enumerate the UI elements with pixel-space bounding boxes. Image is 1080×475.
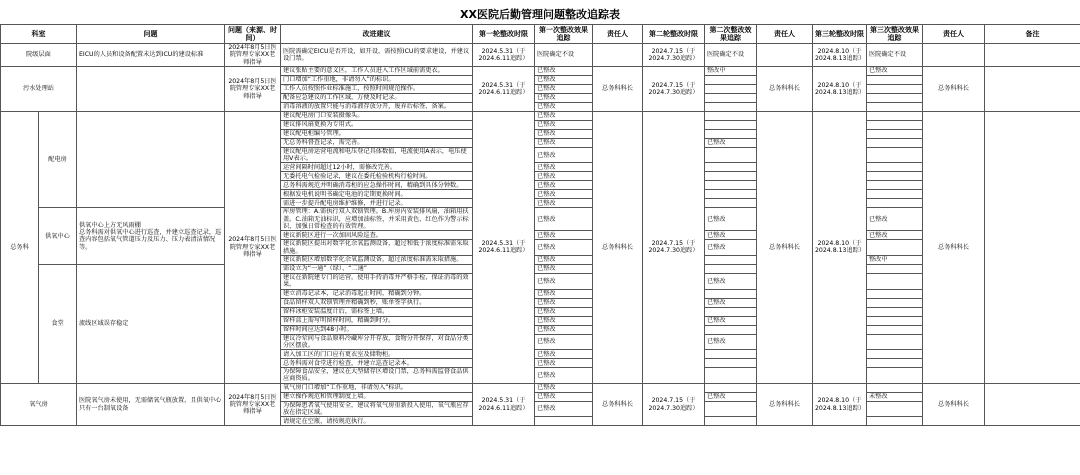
effect-cell[interactable]: 已整改 [867,66,923,75]
col-header[interactable]: 第二次整改效果追踪 [705,25,757,44]
effect-cell[interactable]: 已整改 [867,231,923,240]
suggestion-cell[interactable]: 医院需确定EICU是否开设，如开设，需按照ICU的要求建设，并建议设门禁。 [281,44,473,67]
effect-cell[interactable]: 已整改 [705,316,757,325]
subdept-cell[interactable]: 配电房 [39,111,77,208]
problem-line: 总务科需对供氧中心进行巡查，并建立巡查记录，巡查内容包括氧气管道压力及压力、压力表清洁情况等。 [79,228,222,251]
effect-cell[interactable]: 已整改 [535,334,593,350]
effect-cell[interactable]: 已整改 [867,208,923,231]
suggestion-cell[interactable]: 根据发电机说明书确定电池的定期更换时间。 [281,190,473,199]
effect-cell[interactable] [867,129,923,138]
effect-cell[interactable] [867,147,923,163]
col-header[interactable]: 第三轮整改时限 [813,25,867,44]
effect-cell[interactable]: 已整改 [535,147,593,163]
effect-cell[interactable]: 已整改 [535,102,593,111]
effect-cell[interactable] [705,181,757,190]
remark-cell[interactable] [985,111,1080,383]
deadline-cell[interactable]: 2024.5.31（于2024.6.11追踪） [473,66,535,111]
effect-cell[interactable] [705,307,757,316]
effect-cell[interactable] [705,264,757,273]
deadline-cell[interactable]: 2024.5.31（于2024.6.11追踪） [473,111,535,383]
effect-cell[interactable] [867,120,923,129]
effect-cell[interactable] [705,172,757,181]
effect-cell[interactable] [705,325,757,334]
effect-cell[interactable] [867,93,923,102]
effect-cell[interactable] [705,102,757,111]
effect-cell[interactable]: 已整改 [535,401,593,417]
suggestion-cell[interactable]: 建议排风扇更换为专用式。 [281,120,473,129]
effect-cell[interactable]: 已整改 [535,359,593,368]
effect-cell[interactable]: 已整改 [535,264,593,273]
effect-cell[interactable] [867,368,923,384]
owner-cell[interactable]: 总务科科长 [923,383,985,426]
deadline-cell[interactable]: 2024.8.10（于2024.8.13追踪） [813,383,867,426]
suggestion-cell[interactable]: 氧气房门口增加“工作重地，非请勿入”标识。 [281,383,473,392]
effect-cell[interactable]: 已整改 [535,392,593,401]
deadline-cell[interactable]: 2024.8.10（于2024.8.13追踪） [813,44,867,67]
col-header[interactable]: 问题（来源、时间） [225,25,281,44]
effect-cell[interactable]: 已整改 [535,199,593,208]
effect-cell[interactable] [867,298,923,307]
effect-cell[interactable]: 已整改 [535,383,593,392]
table-row [1,383,1080,392]
remark-cell[interactable] [985,44,1080,67]
effect-cell[interactable] [535,417,593,426]
col-header[interactable]: 第一次整改效果追踪 [535,25,593,44]
problem-cell[interactable] [77,208,225,264]
effect-cell[interactable] [867,240,923,256]
suggestion-cell[interactable]: 建议新院区进行一次加固风险巡查。 [281,231,473,240]
effect-cell[interactable]: 整改中 [867,255,923,264]
suggestion-cell[interactable]: 配备应急建议的工作区域，万便及时记录。 [281,93,473,102]
effect-cell[interactable] [867,334,923,350]
col-header[interactable]: 科室 [1,25,77,44]
problem-cell[interactable] [77,66,225,111]
deadline-cell[interactable]: 2024.7.15（于2024.7.30追踪） [643,44,705,67]
dept-cell[interactable]: 氧气房 [1,383,77,426]
effect-cell[interactable]: 医院确定不设 [867,44,923,67]
effect-cell[interactable] [705,199,757,208]
subdept-cell[interactable]: 供氧中心 [39,208,77,264]
effect-cell[interactable] [867,383,923,392]
effect-cell[interactable] [867,264,923,273]
effect-cell[interactable]: 已整改 [705,334,757,350]
suggestion-cell[interactable]: 库房管理：A.需执行双人双锁管理。B.库房内安装排风扇，油箱用扶盖。C.油箱无油标识，应增加油标签，并采用黄色、红色作为警示标识，加强日常检查的有效管理。 [281,208,473,231]
table-row [1,264,1080,273]
effect-cell[interactable]: 已整改 [535,231,593,240]
effect-cell[interactable]: 已整改 [535,307,593,316]
source-cell[interactable]: 2024年8月5日医院管理专家XX老师指导 [225,383,281,426]
suggestion-cell[interactable]: 留样时间应达到48小时。 [281,325,473,334]
effect-cell[interactable]: 已整改 [535,298,593,307]
owner-cell[interactable]: 总务科科长 [757,111,813,383]
effect-cell[interactable] [867,75,923,84]
source-cell[interactable]: 2024年8月5日医院管理专家XX老师指导 [225,111,281,383]
dept-cell[interactable]: 污水处理站 [1,66,77,111]
effect-cell[interactable] [867,163,923,172]
owner-cell[interactable]: 总务科科长 [757,66,813,111]
effect-cell[interactable]: 已整改 [535,172,593,181]
owner-cell[interactable]: 总务科科长 [757,383,813,426]
suggestion-cell[interactable]: 门口增加“工作重地，非请勿入”的标识。 [281,75,473,84]
effect-cell[interactable]: 已整改 [535,66,593,75]
effect-cell[interactable] [867,102,923,111]
effect-cell[interactable]: 已整改 [705,231,757,240]
suggestion-cell[interactable]: 建立操作规范和管理制度上墙。 [281,392,473,401]
effect-cell[interactable]: 已整改 [535,129,593,138]
suggestion-cell[interactable]: 无委托电气检验记录，建议在委托检验机构行检时间。 [281,172,473,181]
suggestion-cell[interactable]: 为保障患者氧气使用安全，建议将氧气房重新投入使用，氧气瓶应存放在指定区域。 [281,401,473,417]
effect-cell[interactable] [867,172,923,181]
effect-cell[interactable]: 已整改 [535,255,593,264]
problem-cell[interactable] [77,111,225,208]
table-row [1,111,1080,120]
problem-line: 供氧中心上方无风雨棚 [79,221,141,229]
owner-cell[interactable]: 总务科科长 [593,111,643,383]
effect-cell[interactable]: 已整改 [535,368,593,384]
effect-cell[interactable]: 已整改 [535,350,593,359]
problem-cell[interactable]: EICU的人员和设备配置未达到ICU的建设标准 [77,44,225,67]
effect-cell[interactable]: 已整改 [705,208,757,231]
deadline-cell[interactable]: 2024.5.31（于2024.6.11追踪） [473,44,535,67]
deadline-cell[interactable]: 2024.7.15（于2024.7.30追踪） [643,111,705,383]
effect-cell[interactable] [867,350,923,359]
suggestion-cell[interactable]: 留样冰柜安装温度计后，需标签上墙。 [281,307,473,316]
owner-cell[interactable]: 总务科科长 [923,66,985,111]
deadline-cell[interactable]: 2024.7.15（于2024.7.30追踪） [643,383,705,426]
table-row [1,44,1080,67]
problem-cell[interactable]: 流线区域误存稳定 [77,264,225,383]
owner-cell[interactable] [757,44,813,67]
effect-cell[interactable]: 已整改 [705,392,757,401]
effect-cell[interactable] [705,84,757,93]
suggestion-cell[interactable]: 需进一步提升配电房维护维修，并进行记录。 [281,199,473,208]
suggestion-cell[interactable]: 建议配电柜编号管理。 [281,129,473,138]
suggestion-cell[interactable]: 请规定在空瓶，请按规范执行。 [281,417,473,426]
suggestion-cell[interactable]: 建议在新院建专门的运营，使用手持消毒并严格手检，保证消毒的效果。 [281,273,473,289]
col-header[interactable]: 责任人 [923,25,985,44]
owner-cell[interactable] [923,44,985,67]
subdept-cell[interactable]: 食堂 [39,264,77,383]
suggestion-cell[interactable]: 建议新院区增加数字化余氧监测设备，超过浓度标准需采取措施。 [281,255,473,264]
owner-cell[interactable] [593,44,643,67]
col-header[interactable]: 第二轮整改时限 [643,25,705,44]
effect-cell[interactable] [705,129,757,138]
deadline-cell[interactable]: 2024.7.15（于2024.7.30追踪） [643,66,705,111]
effect-cell[interactable] [705,255,757,264]
suggestion-cell[interactable]: 建议新院区提出对数字化余氧监测设备，超过和低于浓度标准需采取措施。 [281,240,473,256]
effect-cell[interactable]: 已整改 [535,273,593,289]
remark-cell[interactable] [985,66,1080,111]
suggestion-cell[interactable]: 为保障食品安全，建议在大型储存区增设门禁，总务科需监督食品供应商资质。 [281,368,473,384]
deadline-cell[interactable]: 2024.5.31（于2024.6.11追踪） [473,383,535,426]
effect-cell[interactable] [705,417,757,426]
effect-cell[interactable]: 已整改 [535,93,593,102]
effect-cell[interactable] [705,190,757,199]
page-title: XX医院后勤管理问题整改追踪表 [460,8,620,21]
source-cell[interactable]: 2024年8月5日医院管理专家XX老师指导 [225,66,281,111]
suggestion-cell[interactable]: 总务科需规范并明确消毒柜的应急操作时间，精确到具体分钟数。 [281,181,473,190]
col-header[interactable]: 改进建议 [281,25,473,44]
owner-cell[interactable]: 总务科科长 [593,383,643,426]
effect-cell[interactable] [867,316,923,325]
effect-cell[interactable]: 已整改 [535,163,593,172]
effect-cell[interactable] [705,368,757,384]
effect-cell[interactable] [867,417,923,426]
effect-cell[interactable] [867,359,923,368]
suggestion-cell[interactable]: 留样盒上需写明留样时间，精确到时分。 [281,316,473,325]
effect-cell[interactable]: 医院确定不设 [535,44,593,67]
col-header[interactable]: 问题 [77,25,225,44]
effect-cell[interactable] [867,401,923,417]
suggestion-cell[interactable]: 建议冷荤间与食品原料冷藏库分开存放，食物分开保存，对食品分类分区摆放。 [281,334,473,350]
effect-cell[interactable] [867,111,923,120]
effect-cell[interactable]: 已整改 [535,181,593,190]
effect-cell[interactable] [867,325,923,334]
deadline-cell[interactable]: 2024.8.10（于2024.8.13追踪） [813,111,867,383]
col-header[interactable]: 第一轮整改时限 [473,25,535,44]
effect-cell[interactable] [867,273,923,289]
suggestion-cell[interactable]: 食品留样双人双锁管理并精确到秒，账单签字执行。 [281,298,473,307]
effect-cell[interactable] [705,359,757,368]
source-cell[interactable]: 2024年8月5日医院管理专家XX老师指导 [225,44,281,67]
suggestion-cell[interactable]: 总务科需对食堂进行检查，并建立巡查记录本。 [281,359,473,368]
effect-cell[interactable]: 未整改 [867,392,923,401]
effect-cell[interactable] [705,75,757,84]
suggestion-cell[interactable]: 建立消毒记录本，记录消毒起止时间，精确到分钟。 [281,289,473,298]
effect-cell[interactable] [867,181,923,190]
effect-cell[interactable]: 已整改 [535,240,593,256]
effect-cell[interactable] [705,163,757,172]
effect-cell[interactable]: 已整改 [705,273,757,289]
dept-cell[interactable]: 院级层面 [1,44,77,67]
effect-cell[interactable]: 已整改 [535,138,593,147]
remark-cell[interactable] [985,383,1080,426]
col-header[interactable]: 备注 [985,25,1080,44]
dept-cell[interactable]: 总务科 [1,111,39,383]
effect-cell[interactable]: 已整改 [535,289,593,298]
effect-cell[interactable] [867,84,923,93]
effect-cell[interactable] [705,93,757,102]
effect-cell[interactable]: 已整改 [535,325,593,334]
tracking-table [0,24,1080,426]
suggestion-cell[interactable]: 需设立为“一通”（绿）、“二通” [281,264,473,273]
effect-cell[interactable]: 已整改 [535,208,593,231]
col-header[interactable]: 责任人 [593,25,643,44]
table-row [1,66,1080,75]
owner-cell[interactable]: 总务科科长 [593,66,643,111]
effect-cell[interactable] [867,138,923,147]
suggestion-cell[interactable]: 建议配电房门口安装摄像头。 [281,111,473,120]
effect-cell[interactable]: 已整改 [705,298,757,307]
effect-cell[interactable]: 医院确定不设 [705,44,757,67]
suggestion-cell[interactable]: 工作人员按照作业标准施工，按照时间规范操作。 [281,84,473,93]
effect-cell[interactable] [705,401,757,417]
effect-cell[interactable] [867,199,923,208]
col-header[interactable]: 第三次整改效果追踪 [867,25,923,44]
effect-cell[interactable] [705,147,757,163]
effect-cell[interactable]: 已整改 [535,84,593,93]
owner-cell[interactable]: 总务科科长 [923,111,985,383]
problem-cell[interactable]: 医院氧气房未使用，无需储氧气瓶放置，且供氧中心只有一台制氧设备 [77,383,225,426]
deadline-cell[interactable]: 2024.8.10（于2024.8.13追踪） [813,66,867,111]
suggestion-cell[interactable]: 消毒溶液的放置只能与消毒液存放分开，废弃后标签、备案。 [281,102,473,111]
effect-cell[interactable]: 已整改 [705,240,757,256]
suggestion-cell[interactable]: 建议张贴主要的意义区，工作人员进入工作区域前需更衣。 [281,66,473,75]
effect-cell[interactable]: 已整改 [535,75,593,84]
effect-cell[interactable]: 已整改 [535,120,593,129]
suggestion-cell[interactable]: 无总务科督查记录，需完善。 [281,138,473,147]
effect-cell[interactable] [867,289,923,298]
effect-cell[interactable] [705,383,757,392]
table-row [1,208,1080,231]
suggestion-cell[interactable]: 请入加工区的门口应有更衣室及储物柜。 [281,350,473,359]
effect-cell[interactable] [867,307,923,316]
suggestion-cell[interactable]: 建议配电房运营电流和电压登记具体数值，电流使用A表示，电压使用V表示。 [281,147,473,163]
suggestion-cell[interactable]: 运营间隔时间超过12小时，需修改完善。 [281,163,473,172]
effect-cell[interactable]: 已整改 [705,138,757,147]
effect-cell[interactable]: 整改中 [705,66,757,75]
effect-cell[interactable]: 已整改 [535,190,593,199]
col-header[interactable]: 责任人 [757,25,813,44]
effect-cell[interactable]: 已整改 [535,316,593,325]
effect-cell[interactable] [705,350,757,359]
effect-cell[interactable] [705,120,757,129]
effect-cell[interactable]: 已整改 [535,111,593,120]
header-row [1,25,1080,44]
effect-cell[interactable] [705,111,757,120]
effect-cell[interactable] [705,289,757,298]
effect-cell[interactable] [867,190,923,199]
